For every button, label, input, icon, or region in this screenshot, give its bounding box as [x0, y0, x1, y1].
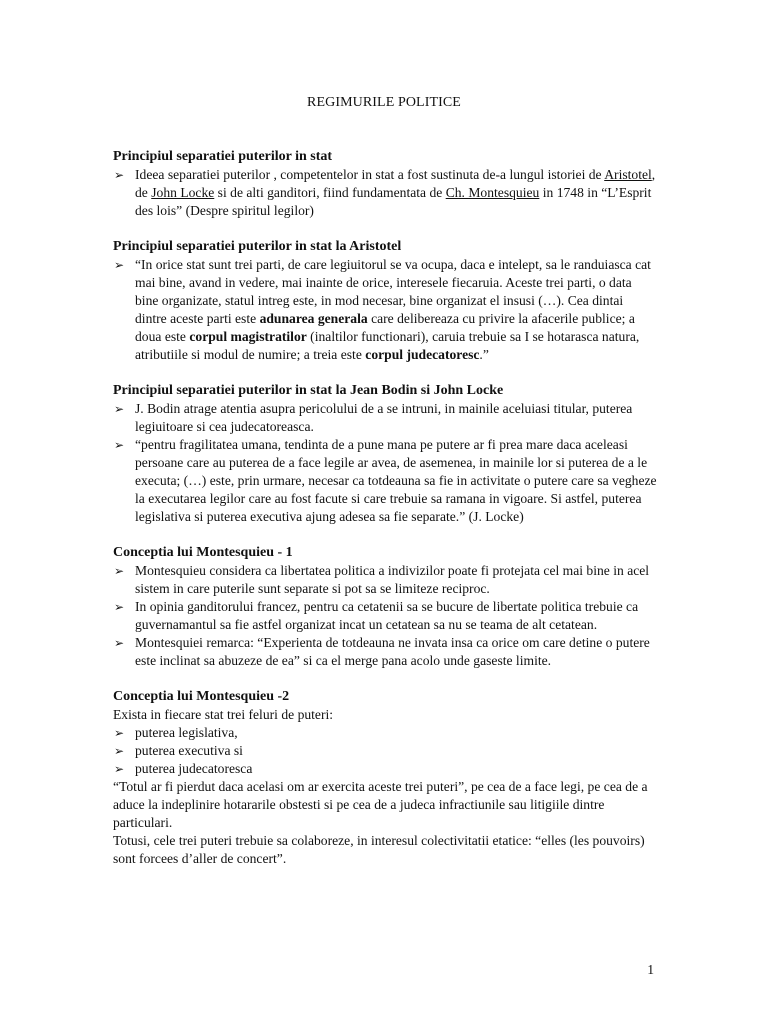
paragraph	[113, 778, 658, 832]
text-run: “Totul ar fi pierdut daca acelasi om ar exercita aceste trei puteri”, pe cea de a face legi, pe cea de a aduce la indeplinire hotararile obstesti si pe cea de a judeca infractiunile sau litigiile dintre particulari.	[113, 779, 648, 830]
text-run: J. Bodin atrage atentia asupra pericolului de a se intruni, in mainile aceluiasi titular, puterea legiuitoare si cea judecatoreasca.	[135, 401, 633, 434]
bullet-item	[113, 724, 658, 742]
text-run: Totusi, cele trei puteri trebuie sa colaboreze, in interesul colectivitatii etatice: “elles (les pouvoirs) sont forcees d’aller de concert”.	[113, 833, 645, 866]
bold-term: adunarea generala	[259, 311, 368, 326]
bullet-item	[113, 562, 658, 598]
arrow-bullet-icon: ➢	[114, 258, 125, 272]
bold-term: corpul magistratilor	[189, 329, 307, 344]
text-run: “In orice stat sunt trei parti, de care legiuitorul se va ocupa, daca e intelept, sa le randuiasca cat mai bine, avand in vedere, mai inainte de orice, interesele fiecaruia. Aceste trei parti, o data bine organizate, statul intreg este, in mod necesar, bine organizat el insusi (…). Cea dintai dintre aceste parti este	[135, 257, 651, 326]
section	[113, 238, 658, 364]
arrow-bullet-icon: ➢	[114, 600, 125, 614]
bullet-item	[113, 598, 658, 634]
bullet-list	[113, 562, 658, 670]
text-run: “pentru fragilitatea umana, tendinta de a pune mana pe putere ar fi prea mare daca aceleasi persoane care au puterea de a face legile ar avea, de asemenea, in mainile lor si puterea de a le executa; (…) este, prin urmare, necesar ca totdeauna sa fie in activitate o putere care sa vegheze la executarea legilor care au fost facute si care trebuie sa ramana in vigoare. Si astfel, puterea legislativa si puterea executiva ajung adesea sa fie separate.” (J. Locke)	[135, 437, 657, 524]
paragraph	[113, 832, 658, 868]
bold-term: corpul judecatoresc	[365, 347, 480, 362]
text-run: puterea legislativa,	[135, 725, 238, 740]
document-title: REGIMURILE POLITICE	[307, 95, 461, 110]
text-run: si de alti ganditori, fiind fundamentata de	[214, 185, 446, 200]
arrow-bullet-icon: ➢	[114, 402, 125, 416]
text-run: Montesquiei remarca: “Experienta de totdeauna ne invata insa ca orice om care detine o putere este inclinat sa abuzeze de ea” si ca el merge pana acolo unde gaseste limite.	[135, 635, 650, 668]
text-run: care delibereaza cu privire la afacerile publice; a doua este	[135, 311, 635, 344]
text-run: (inaltilor functionari), caruia trebuie sa I se hotarasca natura, atributiile si modul de numire; a treia este	[135, 329, 640, 362]
section-heading: Conceptia lui Montesquieu -2	[113, 689, 290, 704]
section	[113, 382, 658, 526]
arrow-bullet-icon: ➢	[114, 744, 125, 758]
bullet-item	[113, 634, 658, 670]
arrow-bullet-icon: ➢	[114, 438, 125, 452]
arrow-bullet-icon: ➢	[114, 726, 125, 740]
bullet-list	[113, 256, 658, 364]
arrow-bullet-icon: ➢	[114, 762, 125, 776]
section-heading: Principiul separatiei puterilor in stat la Aristotel	[113, 239, 402, 254]
arrow-bullet-icon: ➢	[114, 564, 125, 578]
section	[113, 148, 658, 220]
section-heading: Conceptia lui Montesquieu - 1	[113, 545, 293, 560]
text-run: Exista in fiecare stat trei feluri de puteri:	[113, 707, 334, 722]
arrow-bullet-icon: ➢	[114, 168, 125, 182]
underlined-name: John Locke	[151, 185, 215, 200]
section	[113, 688, 658, 868]
section	[113, 544, 658, 670]
bullet-list	[113, 724, 658, 778]
text-run: puterea judecatoresca	[135, 761, 253, 776]
underlined-name: Ch. Montesquieu	[445, 185, 540, 200]
text-run: .”	[479, 347, 489, 362]
text-run: puterea executiva si	[135, 743, 243, 758]
bullet-item	[113, 166, 658, 220]
document-body	[113, 148, 658, 886]
bullet-item	[113, 400, 658, 436]
section-heading: Principiul separatiei puterilor in stat	[113, 149, 333, 164]
paragraph	[113, 706, 658, 724]
bullet-item	[113, 256, 658, 364]
bullet-item	[113, 760, 658, 778]
bullet-item	[113, 436, 658, 526]
underlined-name: Aristotel	[604, 167, 652, 182]
bullet-list	[113, 166, 658, 220]
text-run: in 1748 in “L’Esprit des lois” (Despre spiritul legilor)	[135, 185, 652, 218]
text-run: Ideea separatiei puterilor , competentelor in stat a fost sustinuta de-a lungul istoriei de	[135, 167, 605, 182]
text-run: In opinia ganditorului francez, pentru ca cetatenii sa se bucure de libertate politica trebuie ca guvernamantul sa fie astfel organizat incat un cetatean sa nu se teama de alt cetatean.	[135, 599, 639, 632]
page-number: 1	[647, 962, 654, 977]
arrow-bullet-icon: ➢	[114, 636, 125, 650]
bullet-list	[113, 400, 658, 526]
bullet-item	[113, 742, 658, 760]
text-run: Montesquieu considera ca libertatea politica a indivizilor poate fi protejata cel mai bine in acel sistem in care puterile sunt separate si pot sa se limiteze reciproc.	[135, 563, 650, 596]
section-heading: Principiul separatiei puterilor in stat la Jean Bodin si John Locke	[113, 383, 504, 398]
text-run: , de	[135, 167, 656, 200]
